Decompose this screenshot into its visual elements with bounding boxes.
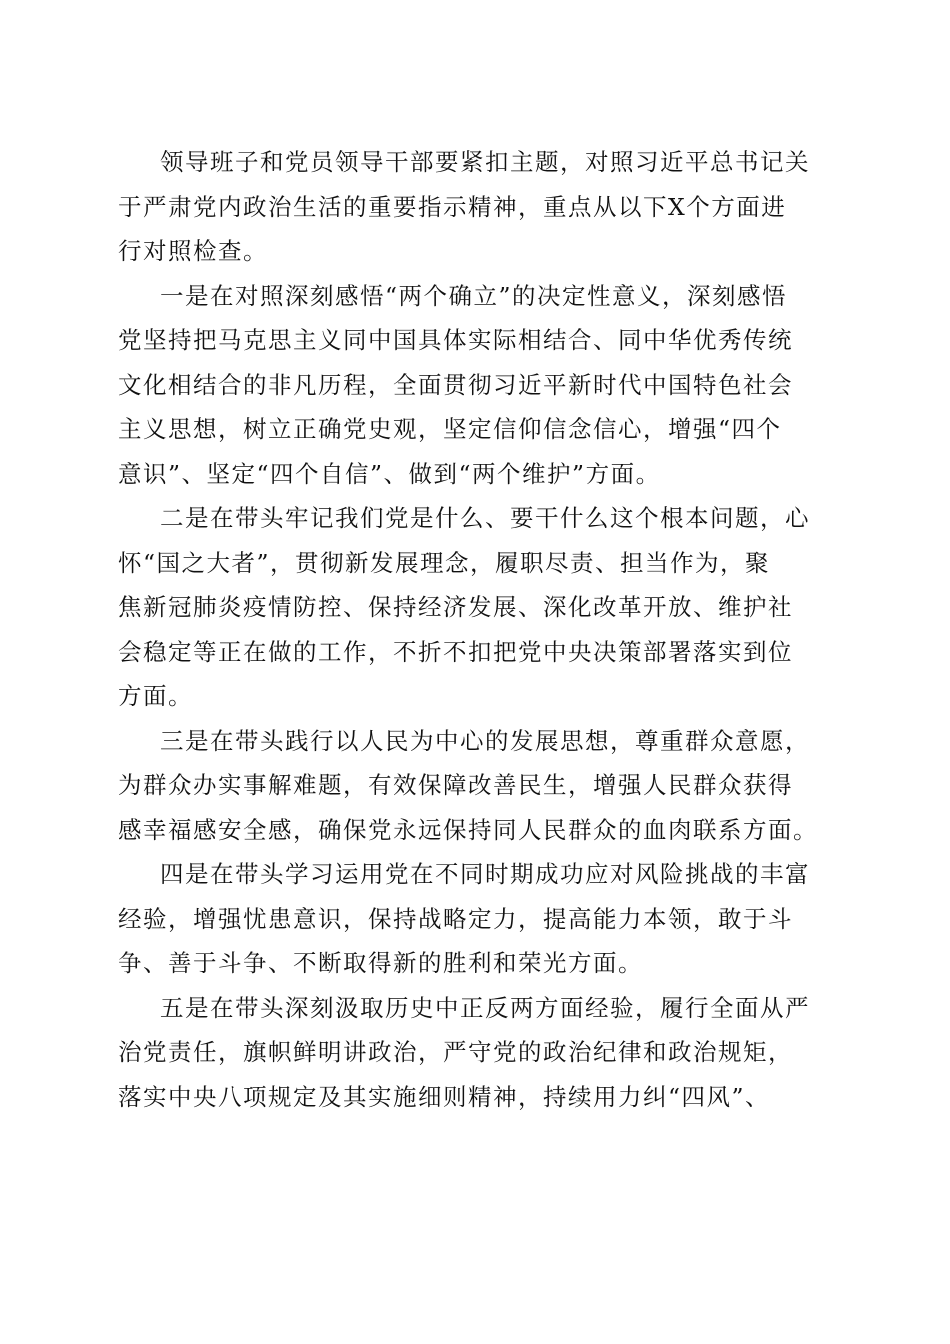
paragraph-one-line: 主义思想，树立正确党史观，坚定信仰信念信心，增强“四个	[118, 415, 782, 443]
paragraph-five-line: 治党责任，旗帜鲜明讲政治，严守党的政治纪律和政治规矩，	[118, 1038, 793, 1066]
paragraph-one-line: 党坚持把马克思主义同中国具体实际相结合、同中华优秀传统	[118, 326, 793, 354]
paragraph-three-line: 三是在带头践行以人民为中心的发展思想，尊重群众意愿，	[160, 726, 810, 755]
paragraph-two-line: 会稳定等正在做的工作，不折不扣把党中央决策部署落实到位	[118, 637, 793, 666]
paragraph-four-line: 四是在带头学习运用党在不同时期成功应对风险挑战的丰富	[160, 860, 810, 888]
paragraph-four-line: 争、善于斗争、不断取得新的胜利和荣光方面。	[118, 949, 643, 977]
paragraph-one-line: 意识”、坚定“四个自信”、做到“两个维护”方面。	[118, 459, 661, 488]
paragraph-two-line: 二是在带头牢记我们党是什么、要干什么这个根本问题，心	[160, 504, 810, 532]
paragraph-one-line: 文化相结合的非凡历程，全面贯彻习近平新时代中国特色社会	[118, 370, 793, 399]
paragraph-intro-line: 行对照检查。	[118, 237, 268, 265]
paragraph-five-line: 五是在带头深刻汲取历史中正反两方面经验，履行全面从严	[160, 993, 810, 1022]
paragraph-three-line: 感幸福感安全感，确保党永远保持同人民群众的血肉联系方面。	[118, 815, 818, 844]
paragraph-two-line: 焦新冠肺炎疫情防控、保持经济发展、深化改革开放、维护社	[118, 593, 793, 621]
paragraph-four-line: 经验，增强忧患意识，保持战略定力，提高能力本领，敢于斗	[118, 904, 793, 933]
paragraph-five-line: 落实中央八项规定及其实施细则精神，持续用力纠“四风”、	[118, 1082, 771, 1111]
paragraph-one-line: 一是在对照深刻感悟“两个确立”的决定性意义，深刻感悟	[160, 281, 788, 310]
paragraph-intro-line: 领导班子和党员领导干部要紧扣主题，对照习近平总书记关	[160, 148, 810, 176]
document-body	[118, 140, 830, 1119]
paragraph-three-line: 为群众办实事解难题，有效保障改善民生，增强人民群众获得	[118, 771, 793, 799]
paragraph-two-line: 怀“国之大者”，贯彻新发展理念，履职尽责、担当作为，聚	[118, 548, 771, 577]
paragraph-intro-line: 于严肃党内政治生活的重要指示精神，重点从以下X个方面进	[118, 192, 787, 221]
paragraph-two-line: 方面。	[118, 682, 193, 710]
